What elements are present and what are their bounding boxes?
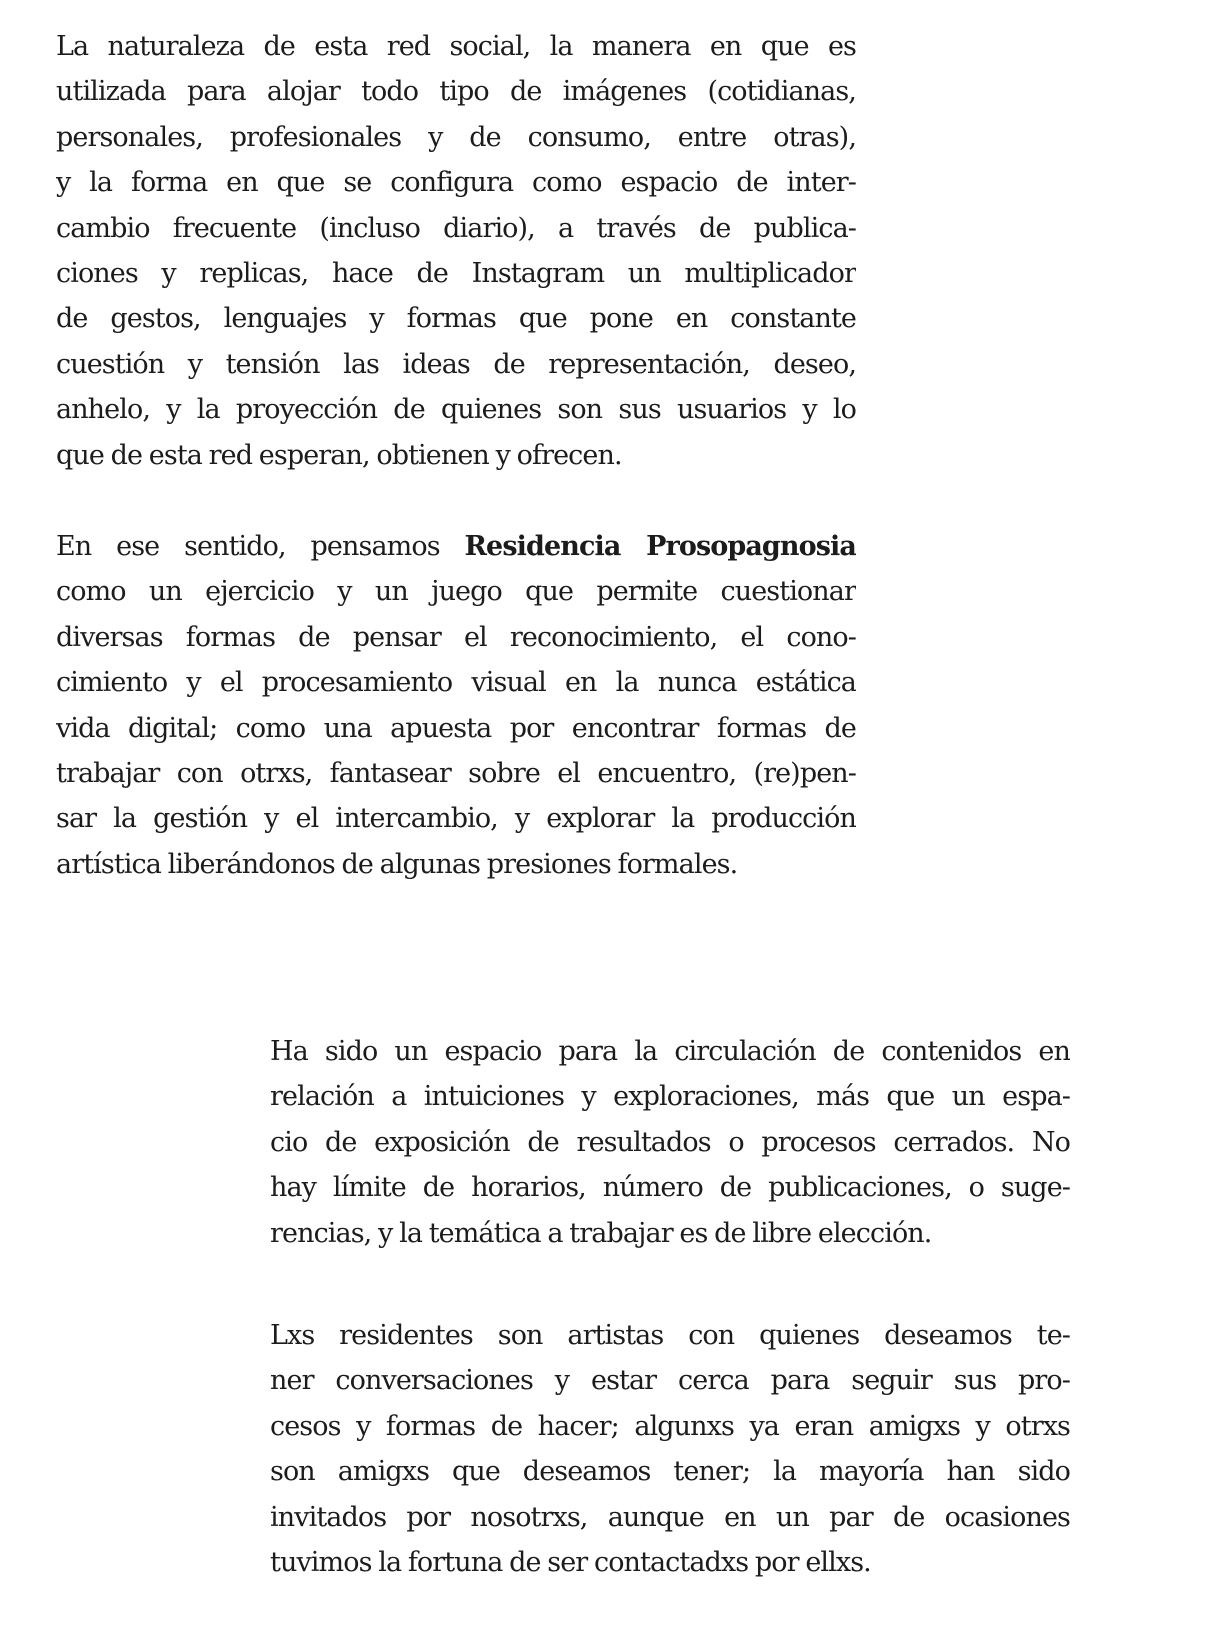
paragraph-instagram-nature [56, 24, 856, 478]
text-line: son amigxs que deseamos tener; la mayoría han sido [270, 1456, 1070, 1488]
text-line: cesos y formas de hacer; algunxs ya eran amigxs y otrxs [270, 1410, 1070, 1442]
residencia-prosopagnosia-bold: Residencia Prosopagnosia [464, 531, 856, 562]
text-line: utilizada para alojar todo tipo de imágenes (cotidianas, [56, 76, 856, 108]
text-prefix: En ese sentido, pensamos [56, 531, 465, 562]
text-line: trabajar con otrxs, fantasear sobre el encuentro, (re)pen- [56, 757, 856, 789]
text-line: cuestión y tensión las ideas de representación, deseo, [56, 348, 856, 380]
text-line: personales, profesionales y de consumo, entre otras), [56, 121, 856, 153]
text-line: rencias, y la temática a trabajar es de libre elección. [270, 1217, 932, 1249]
paragraph-circulation-space [270, 1029, 1070, 1256]
text-line: relación a intuiciones y exploraciones, más que un espa- [270, 1081, 1070, 1113]
paragraph-residencia-sense [56, 524, 856, 887]
text-line: y la forma en que se configura como espacio de inter- [56, 167, 856, 199]
text-line: que de esta red esperan, obtienen y ofrecen. [56, 439, 622, 471]
text-line: como un ejercicio y un juego que permite cuestionar [56, 576, 856, 608]
text-line: cimiento y el procesamiento visual en la nunca estática [56, 667, 856, 699]
text-line: La naturaleza de esta red social, la manera en que es [56, 31, 856, 62]
text-line-with-bold [56, 524, 856, 569]
text-line: sar la gestión y el intercambio, y explorar la producción [56, 803, 856, 835]
text-line: artística liberándonos de algunas presiones formales. [56, 848, 738, 880]
text-line: anhelo, y la proyección de quienes son sus usuarios y lo [56, 394, 856, 426]
text-line: invitados por nosotrxs, aunque en un par de ocasiones [270, 1501, 1070, 1533]
text-line: cambio frecuente (incluso diario), a través de publica- [56, 212, 856, 244]
text-line: diversas formas de pensar el reconocimiento, el cono- [56, 621, 856, 653]
text-line: hay límite de horarios, número de publicaciones, o suge- [270, 1172, 1070, 1204]
text-line: Lxs residentes son artistas con quienes deseamos te- [270, 1320, 1070, 1351]
paragraph-residents [270, 1313, 1070, 1585]
text-line: vida digital; como una apuesta por encontrar formas de [56, 712, 856, 744]
text-line: Ha sido un espacio para la circulación de contenidos en [270, 1036, 1070, 1067]
text-line: cio de exposición de resultados o procesos cerrados. No [270, 1126, 1070, 1158]
text-line: ciones y replicas, hace de Instagram un multiplicador [56, 257, 856, 289]
text-line: de gestos, lenguajes y formas que pone en constante [56, 303, 856, 335]
text-line: ner conversaciones y estar cerca para seguir sus pro- [270, 1365, 1070, 1397]
text-line: tuvimos la fortuna de ser contactadxs por ellxs. [270, 1546, 871, 1578]
